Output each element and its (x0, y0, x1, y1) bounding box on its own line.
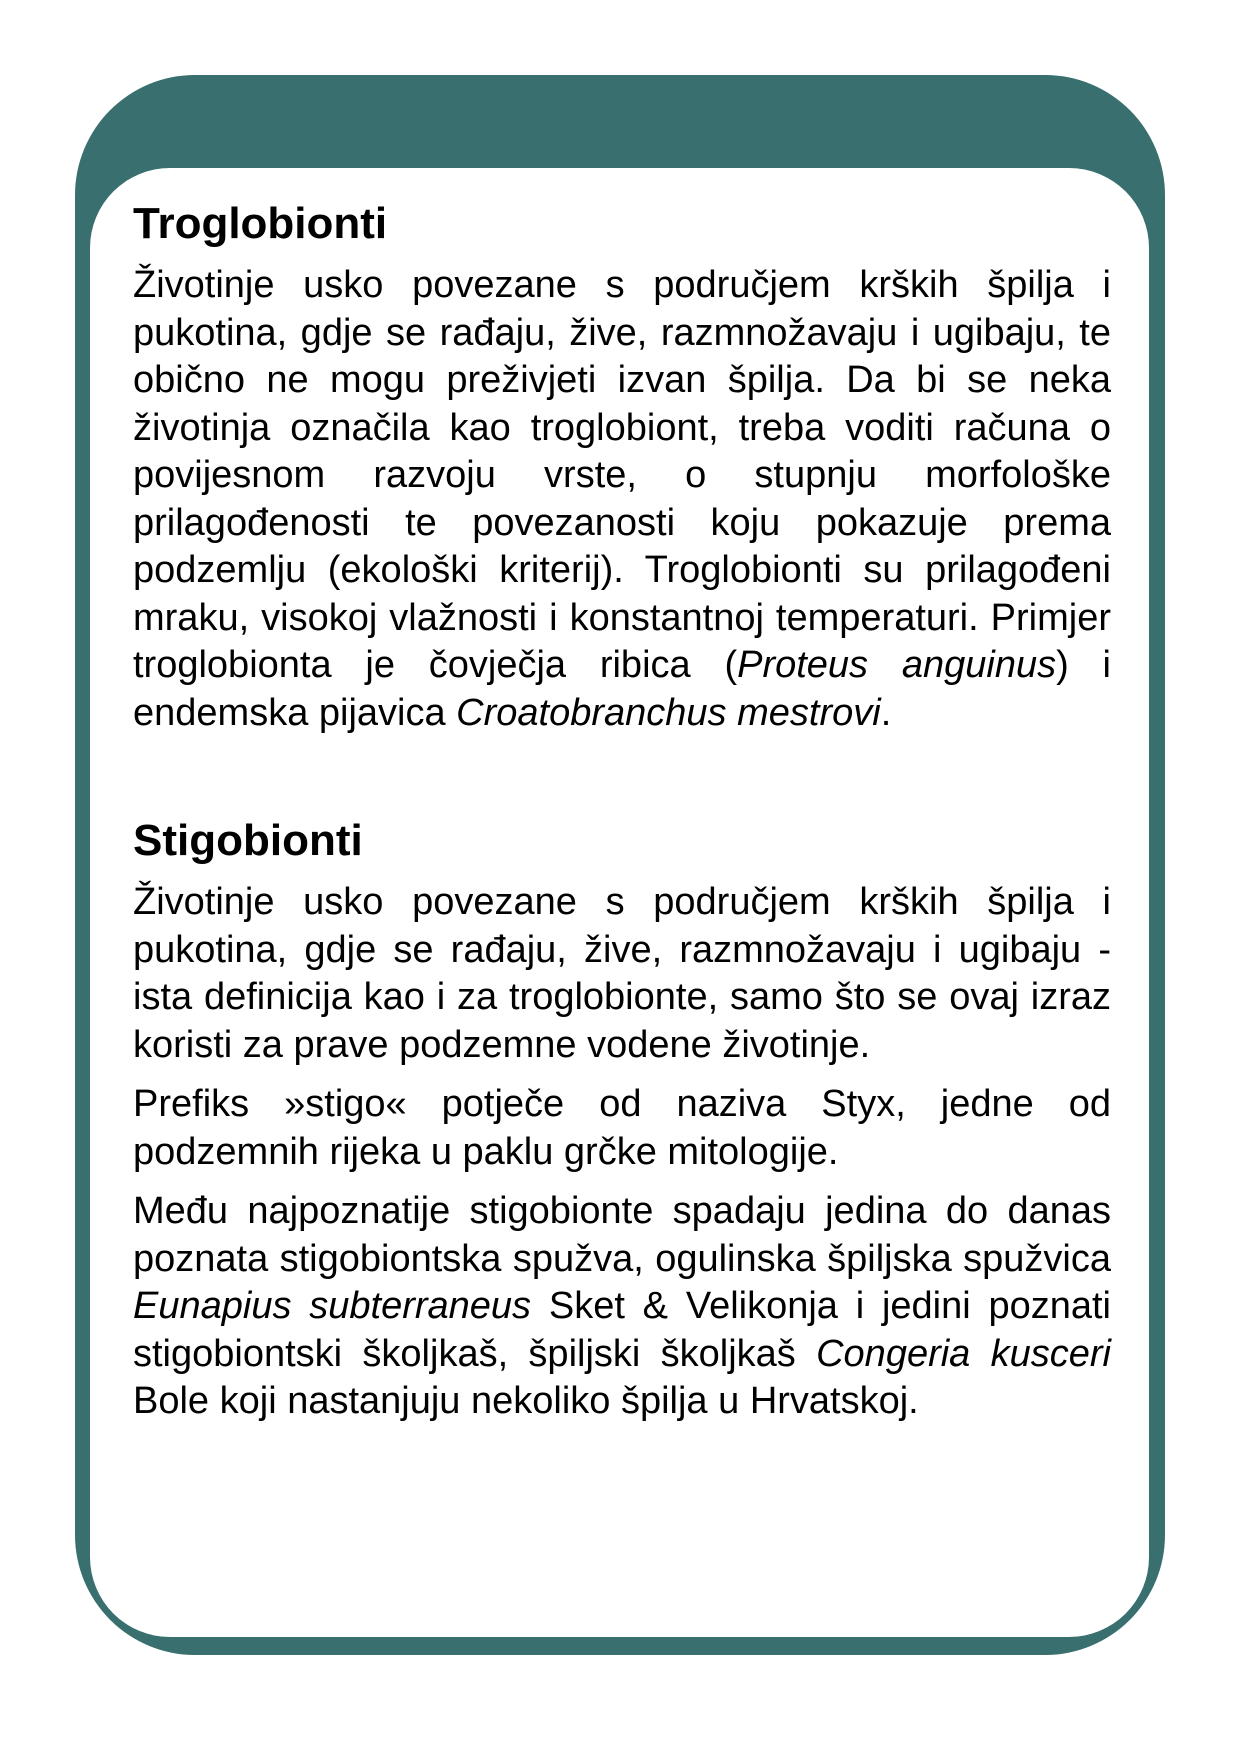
species-name: Eunapius subterraneus (133, 1285, 532, 1327)
section-stigobionti (133, 813, 1111, 1426)
section-troglobionti (133, 196, 1111, 737)
paragraph-stigobionti-examples: Među najpoznatije stigobionte spadaju jedina do danas poznata stigobiontska spužva, ogulinska špiljska spužvica Eunapius subterraneus Sket & Velikonja i jedini poznati stigobiontski školjkaš, špiljski školjkaš Congeria kusceri Bole koji nastanjuju nekoliko špilja u Hrvatskoj. (133, 1190, 1112, 1422)
card-content (133, 196, 1111, 1426)
species-name: Croatobranchus mestrovi (456, 691, 881, 734)
species-name: Congeria kusceri (816, 1332, 1111, 1375)
species-name: Proteus anguinus (737, 644, 1057, 686)
paragraph-stigobionti-definition: Životinje usko povezane s područjem krških špilja i pukotina, gdje se rađaju, žive, razmnožavaju i ugibaju - ista definicija kao i za troglobionte, samo što se ovaj izraz koristi za prave podzemne vodene životinje. (133, 881, 1111, 1066)
section-title-troglobionti: Troglobionti (133, 199, 388, 248)
paragraph-troglobionti: Životinje usko povezane s područjem krških špilja i pukotina, gdje se rađaju, žive, razmnožavaju i ugibaju, te obično ne mogu preživjeti izvan špilja. Da bi se neka životinja označila kao troglobiont, treba voditi računa o povijesnom razvoju vrste, o stupnju morfološke prilagođenosti te povezanosti koju pokazuje prema podzemlju (ekološki kriterij). Troglobionti su prilagođeni mraku, visokoj vlažnosti i konstantnoj temperaturi. Primjer troglobionta je čovječja ribica (Proteus anguinus) i endemska pijavica Croatobranchus mestrovi. (133, 264, 1111, 734)
section-title-stigobionti: Stigobionti (133, 816, 363, 865)
paragraph-stigobionti-prefix: Prefiks »stigo« potječe od naziva Styx, jedne od podzemnih rijeka u paklu grčke mitologije. (133, 1083, 1111, 1173)
